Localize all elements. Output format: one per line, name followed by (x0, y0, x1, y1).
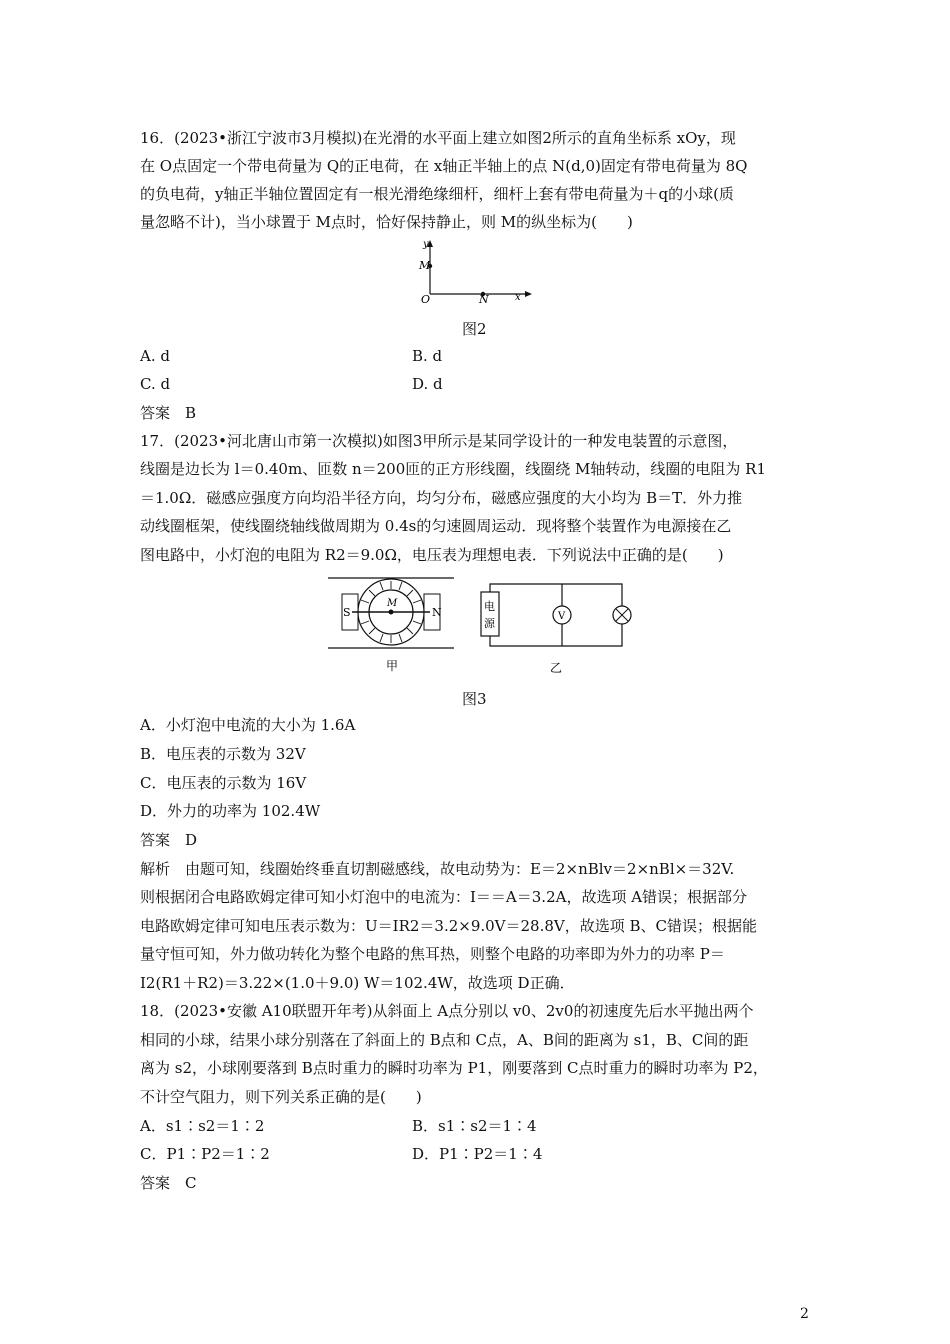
figure-2-caption: 图2 (462, 320, 487, 338)
fig3-voltmeter-label: V (558, 611, 566, 622)
fig3-m-label: M (387, 598, 398, 609)
fig2-n-label: N (479, 293, 489, 306)
q18-answer: 答案 C (140, 1174, 197, 1192)
q17-option-a: A．小灯泡中电流的大小为 1.6A (140, 716, 356, 734)
q18-line-1: 18．(2023•安徽 A10联盟开年考)从斜面上 A点分别以 v0、2v0的初速度先后水平抛出两个 (140, 1002, 754, 1020)
figure-2-coordinate-diagram (410, 236, 540, 306)
fig3-n-label: N (432, 606, 442, 619)
q17-answer: 答案 D (140, 831, 198, 849)
q16-answer: 答案 B (140, 404, 197, 422)
q17-analysis-line-5: I2(R1＋R2)＝3.22×(1.0＋9.0) W＝102.4W，故选项 D正确． (140, 974, 575, 992)
q17-analysis-line-1: 解析 由题可知，线圈始终垂直切割磁感线，故电动势为：E＝2×nBlv＝2×nBl×＝32V. (140, 860, 735, 878)
figure-3-circuit-diagram (476, 578, 636, 676)
q16-line-4: 量忽略不计)，当小球置于 M点时，恰好保持静止，则 M的纵坐标为( ) (140, 213, 633, 231)
fig2-o-label: O (421, 293, 431, 306)
q18-option-d: D．P1∶P2＝1∶4 (412, 1145, 543, 1163)
q17-line-2: 线圈是边长为 l＝0.40m、匝数 n＝200匝的正方形线圈，线圈绕 M轴转动，线圈的电阻为 R1 (140, 460, 766, 478)
q17-analysis-line-4: 量守恒可知，外力做功转化为整个电路的焦耳热，则整个电路的功率即为外力的功率 P＝ (140, 945, 725, 963)
fig2-y-label: y (423, 239, 429, 250)
page-number: 2 (800, 1306, 809, 1322)
q16-option-c: C. d (140, 375, 171, 393)
q17-option-b: B．电压表的示数为 32V (140, 745, 306, 763)
q17-line-4: 动线圈框架，使线圈绕轴线做周期为 0.4s的匀速圆周运动．现将整个装置作为电源接在乙 (140, 517, 732, 535)
q16-option-d: D. d (412, 375, 443, 393)
fig3-source-char-2: 源 (484, 617, 495, 630)
q16-line-1: 16．(2023•浙江宁波市3月模拟)在光滑的水平面上建立如图2所示的直角坐标系 xOy，现 (140, 129, 736, 147)
q16-option-a: A. d (140, 347, 170, 365)
figure-3-generator-diagram (324, 574, 458, 676)
q17-analysis-line-2: 则根据闭合电路欧姆定律可知小灯泡中的电流为：I＝＝A＝3.2A，故选项 A错误；根据部分 (140, 888, 748, 906)
q17-option-d: D．外力的功率为 102.4W (140, 802, 321, 820)
q17-line-5: 图电路中，小灯泡的电阻为 R2＝9.0Ω，电压表为理想电表．下列说法中正确的是( ) (140, 546, 724, 564)
q16-option-b: B. d (412, 347, 443, 365)
q18-option-a: A．s1∶s2＝1∶2 (140, 1117, 265, 1135)
fig3-source-char-1: 电 (484, 600, 495, 613)
q18-option-b: B．s1∶s2＝1∶4 (412, 1117, 537, 1135)
q18-line-2: 相同的小球，结果小球分别落在了斜面上的 B点和 C点，A、B间的距离为 s1，B、C间的距 (140, 1031, 749, 1049)
q16-line-2: 在 O点固定一个带电荷量为 Q的正电荷，在 x轴正半轴上的点 N(d,0)固定有带电荷量为 8Q (140, 157, 748, 175)
q16-line-3: 的负电荷，y轴正半轴位置固定有一根光滑绝缘细杆，细杆上套有带电荷量为＋q的小球(质 (140, 185, 734, 203)
fig3-left-caption: 甲 (386, 659, 399, 673)
q17-line-1: 17．(2023•河北唐山市第一次模拟)如图3甲所示是某同学设计的一种发电装置的示意图， (140, 432, 738, 450)
q17-line-3: ＝1.0Ω．磁感应强度方向均沿半径方向，均匀分布，磁感应强度的大小均为 B＝T．外力推 (140, 489, 743, 507)
fig2-x-label: x (515, 292, 521, 303)
q17-option-c: C．电压表的示数为 16V (140, 774, 307, 792)
figure-3-caption: 图3 (462, 690, 487, 708)
q18-option-c: C．P1∶P2＝1∶2 (140, 1145, 270, 1163)
fig3-right-caption: 乙 (550, 661, 563, 675)
fig3-s-label: S (343, 606, 351, 619)
q17-analysis-line-3: 电路欧姆定律可知电压表示数为：U＝IR2＝3.2×9.0V＝28.8V，故选项 B、C错误；根据能 (140, 917, 758, 935)
q18-line-4: 不计空气阻力，则下列关系正确的是( ) (140, 1088, 422, 1106)
fig2-m-label: M (419, 259, 431, 272)
q18-line-3: 离为 s2，小球刚要落到 B点时重力的瞬时功率为 P1，刚要落到 C点时重力的瞬时功率为 P2， (140, 1059, 768, 1077)
